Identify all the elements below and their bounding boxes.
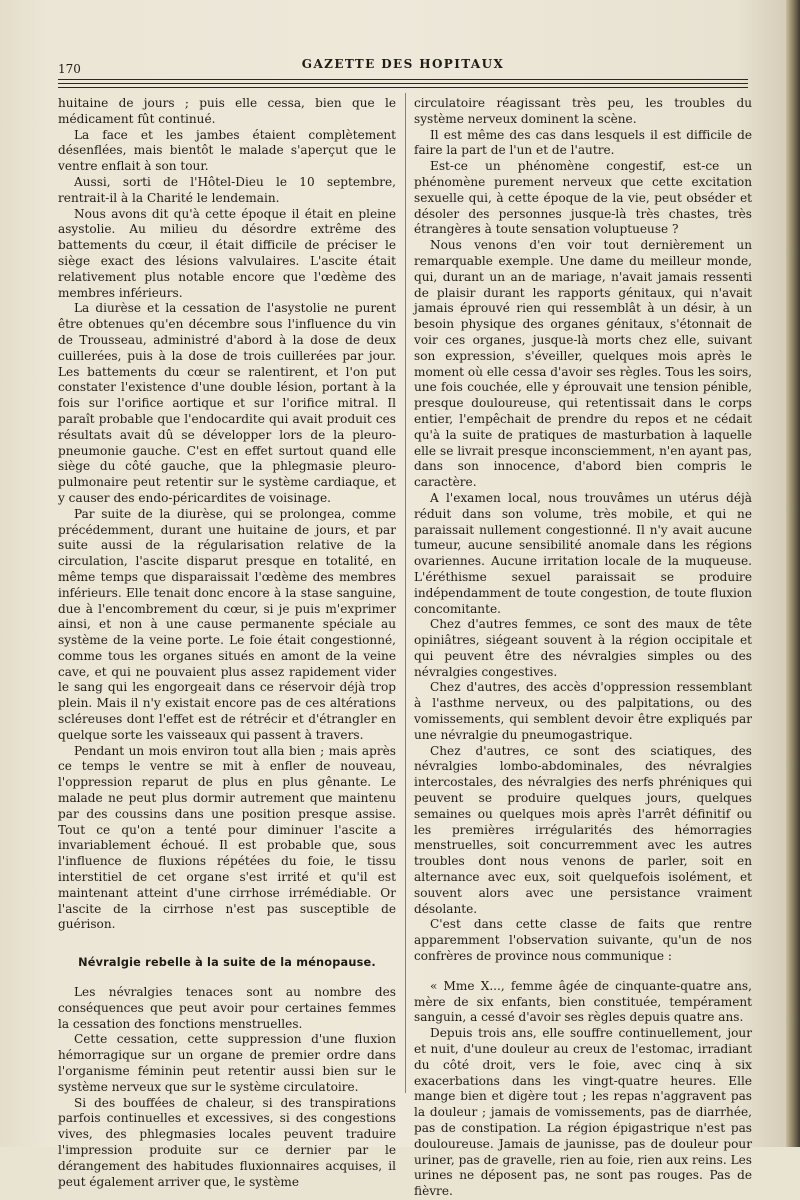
paragraph: Nous venons d'en voir tout dernièrement un remarquable exemple. Une dame du meilleur monde, qui, durant un an de mariage, n'avait jamais ressenti de plaisir durant les rapports génitaux, qui n'avait jamais éprouvé rien qui ressemblât à un désir, à un besoin physique des organes génitaux, s'étonnait de voir ces organes, jusque-là morts chez elle, suivant son expression, s'éveiller, quelques mois après le moment où elle cessa d'avoir ses règles. Tous les soirs, une fois couchée, elle y éprouvait une tension pénible, presque douloureuse, qui retentissait dans le corps entier, l'empêchait de prendre du repos et ne cédait qu'à la suite de pratiques de masturbation à laquelle elle se livrait presque inconsciemment, n'en ayant pas, dans son innocence, d'abord bien compris le caractère. bbox=[414, 238, 752, 490]
paragraph: Cette cessation, cette suppression d'une fluxion hémorragique sur un organe de premier ordre dans l'organisme féminin peut retentir aussi bien sur le système nerveux que sur le système circulatoire. bbox=[58, 1032, 396, 1094]
paragraph: Chez d'autres, des accès d'oppression ressemblant à l'asthme nerveux, ou des palpitations, ou des vomissements, qui semblent devoir être expliqués par une névralgie du pneumogastrique. bbox=[414, 680, 752, 742]
paragraph: A l'examen local, nous trouvâmes un utérus déjà réduit dans son volume, très mobile, et qui ne paraissait nullement congestionné. Il n'y avait aucune tumeur, aucune sensibilité anomale dans les régions ovariennes. Aucune irritation locale de la muqueuse. L'éréthisme sexuel paraissait se produire indépendamment de toute congestion, de toute fluxion concomitante. bbox=[414, 490, 752, 616]
paragraph: C'est dans cette classe de faits que rentre apparemment l'observation suivante, qu'un de nos confrères de province nous communique : bbox=[414, 917, 752, 964]
quote-spacer bbox=[414, 965, 752, 979]
right-column bbox=[414, 96, 752, 1200]
paragraph: Est-ce un phénomène congestif, est-ce un phénomène purement nerveux que cette excitation sexuelle qui, à cette époque de la vie, peut obséder et désoler des personnes jusque-là très chastes, très étrangères à toute sensation voluptueuse ? bbox=[414, 159, 752, 237]
paragraph: Si des bouffées de chaleur, si des transpirations parfois continuelles et excessives, si des congestions vives, des phlegmasies locales peuvent traduire l'impression produite sur ce dernier par le dérangement des habitudes fluxionnaires acquises, il peut également arriver que, le système bbox=[58, 1095, 396, 1189]
paragraph: Chez d'autres, ce sont des sciatiques, des névralgies lombo-abdominales, des névralgies intercostales, des névralgies des nerfs phréniques qui peuvent se produire quelques jours, quelques semaines ou quelques mois après l'arrêt définitif ou les premières irrégularités des hémorragies menstruelles, soit concurremment avec les autres troubles dont nous venons de parler, soit en alternance avec eux, soit quelquefois isolément, et souvent alors avec une persistance vraiment désolante. bbox=[414, 743, 752, 916]
paragraph: Chez d'autres femmes, ce sont des maux de tête opiniâtres, siégeant souvent à la région occipitale et qui peuvent être des névralgies simples ou des névralgies congestives. bbox=[414, 617, 752, 679]
header-rule bbox=[58, 87, 748, 88]
paragraph: Par suite de la diurèse, qui se prolongea, comme précédemment, durant une huitaine de jours, et par suite aussi de la régularisation relative de la circulation, l'ascite disparut presque en totalité, en même temps que disparaissait l'œdème des membres inférieurs. Elle tenait donc encore à la stase sanguine, due à l'encombrement du cœur, si je puis m'exprimer ainsi, et non à une cause permanente spéciale au système de la veine porte. Le foie était congestionné, comme tous les organes situés en amont de la veine cave, et qui ne pouvaient plus assez rapidement vider le sang qui les engorgeait dans ce réservoir déjà trop plein. Mais il n'y existait encore pas de ces altérations scléreuses dont l'effet est de rétrécir et d'étrangler en quelque sorte les vaisseaux qui passent à travers. bbox=[58, 506, 396, 742]
section-title: Névralgie rebelle à la suite de la ménopause. bbox=[78, 956, 376, 970]
paragraph: La diurèse et la cessation de l'asystolie ne purent être obtenues qu'en décembre sous l'influence du vin de Trousseau, administré d'abord à la dose de deux cuillerées, puis à la dose de trois cuillerées par jour. Les battements du cœur se ralentirent, et l'on put constater l'existence d'une double lésion, portant à la fois sur l'orifice aortique et sur l'orifice mitral. Il paraît probable que l'endocardite qui avait produit ces résultats avait dû se développer lors de la pleuro-pneumonie gauche. C'est en effet surtout quand elle siège du côté gauche, que la phlegmasie pleuro-pulmonaire peut retentir sur le système cardiaque, et y causer des endo-péricardites de voisinage. bbox=[58, 301, 396, 505]
paragraph: Pendant un mois environ tout alla bien ; mais après ce temps le ventre se mit à enfler de nouveau, l'oppression reparut de plus en plus gênante. Le malade ne peut plus dormir autrement que maintenu par des coussins dans une position presque assise. Tout ce qu'on a tenté pour diminuer l'ascite a invariablement échoué. Il est probable que, sous l'influence de fluxions répétées du foie, le tissu interstitiel de cet organe s'est irrité et qu'il est maintenant atteint d'une cirrhose irrémédiable. Or l'ascite de la cirrhose n'est pas susceptible de guérison. bbox=[58, 743, 396, 932]
paragraph: Aussi, sorti de l'Hôtel-Dieu le 10 septembre, rentrait-il à la Charité le lendemain. bbox=[58, 174, 396, 205]
page-number: 170 bbox=[58, 62, 81, 76]
paragraph: La face et les jambes étaient complètement désenflées, mais bientôt le malade s'aperçut que le ventre enflait à son tour. bbox=[58, 127, 396, 174]
paragraph: Nous avons dit qu'à cette époque il était en pleine asystolie. Au milieu du désordre extrême des battements du cœur, il était difficile de préciser le siège exact des lésions valvulaires. L'ascite était relativement plus notable encore que l'œdème des membres inférieurs. bbox=[58, 206, 396, 300]
paragraph: Les névralgies tenaces sont au nombre des conséquences que peut avoir pour certaines femmes la cessation des fonctions menstruelles. bbox=[58, 985, 396, 1031]
quote-paragraph: « Mme X..., femme âgée de cinquante-quatre ans, mère de six enfants, bien constituée, tempérament sanguin, a cessé d'avoir ses règles depuis quatre ans. bbox=[414, 978, 752, 1025]
header-rule bbox=[58, 79, 748, 80]
paragraph: huitaine de jours ; puis elle cessa, bien que le médicament fût continué. bbox=[58, 96, 396, 126]
paragraph: Il est même des cas dans lesquels il est difficile de faire la part de l'un et de l'autre. bbox=[414, 127, 752, 158]
page-header bbox=[58, 56, 748, 76]
quote-paragraph: Depuis trois ans, elle souffre continuellement, jour et nuit, d'une douleur au creux de l'estomac, irradiant du côté droit, vers le foie, avec cinq à six exacerbations dans les vingt-quatre heures. Elle mange bien et digère tout ; les repas n'aggravent pas la douleur ; jamais de vomissements, pas de diarrhée, pas de constipation. La région épigastrique n'est pas douloureuse. Jamais de jaunisse, pas de douleur pour uriner, pas de gravelle, rien au foie, rien aux reins. Les urines ne déposent pas, ne sont pas rouges. Pas de fièvre. bbox=[414, 1026, 752, 1199]
column-divider bbox=[405, 93, 406, 1093]
left-column bbox=[58, 96, 396, 1190]
header-rule bbox=[58, 83, 748, 84]
journal-title: GAZETTE DES HOPITAUX bbox=[301, 57, 505, 71]
page-binding-edge bbox=[786, 0, 800, 1147]
paragraph: circulatoire réagissant très peu, les troubles du système nerveux dominent la scène. bbox=[414, 96, 752, 126]
